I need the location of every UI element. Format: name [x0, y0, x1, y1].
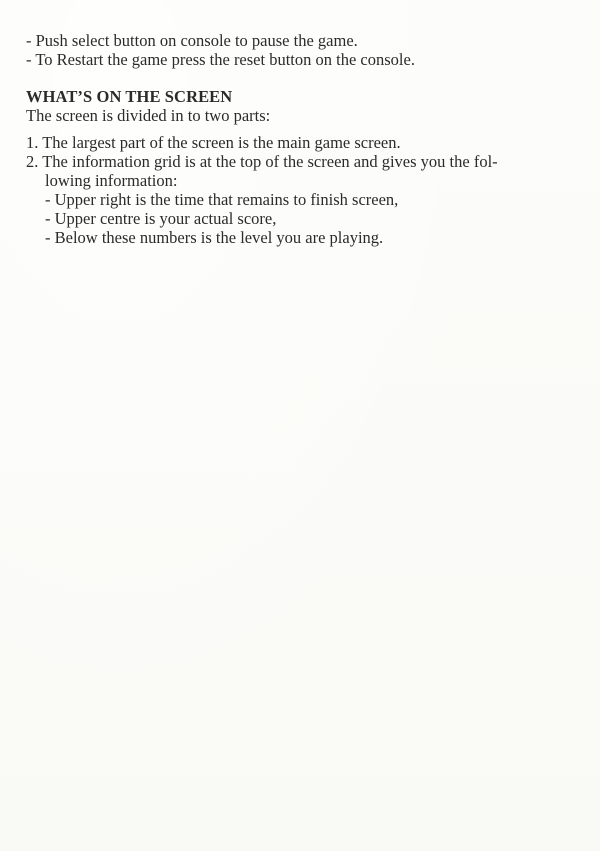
list-item-2-line-2: lowing information:: [45, 171, 178, 190]
controls-list: [26, 31, 586, 69]
section-intro: The screen is divided in to two parts:: [26, 106, 271, 125]
screen-section: [26, 87, 586, 247]
sub-item-time: - Upper right is the time that remains to finish screen,: [45, 190, 399, 209]
list-item-1: 1. The largest part of the screen is the main game screen.: [26, 133, 401, 152]
list-item-2-line-1: 2. The information grid is at the top of the screen and gives you the fol-: [26, 152, 498, 171]
page-content: [26, 31, 586, 247]
spacer: [26, 69, 586, 87]
spacer: [26, 125, 586, 133]
section-heading: WHAT’S ON THE SCREEN: [26, 87, 233, 106]
sub-item-level: - Below these numbers is the level you are playing.: [45, 228, 384, 247]
sub-list: [26, 190, 586, 247]
control-restart-text: - To Restart the game press the reset button on the console.: [26, 50, 415, 69]
control-pause-text: - Push select button on console to pause the game.: [26, 31, 358, 50]
sub-item-score: - Upper centre is your actual score,: [45, 209, 277, 228]
